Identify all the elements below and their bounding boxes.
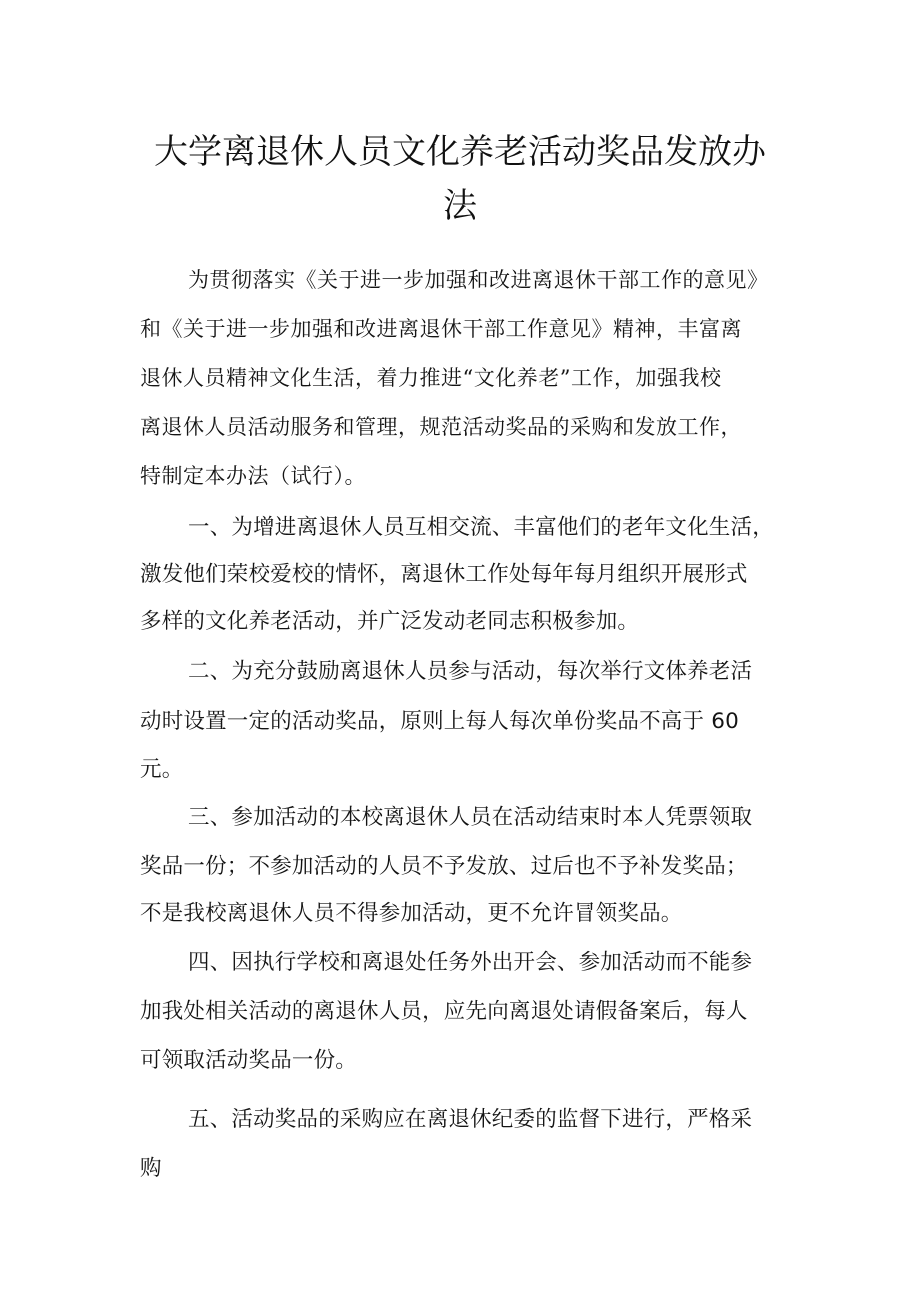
document-title-line-1: 大学离退休人员文化养老活动奖品发放办 [154, 132, 766, 172]
item-5-line-1: 五、活动奖品的采购应在离退休纪委的监督下进行，严格采 [188, 1107, 753, 1132]
intro-line-1: 为贯彻落实《关于进一步加强和改进离退休干部工作的意见》 [188, 268, 769, 292]
intro-line-5: 特制定本办法（试行）。 [140, 464, 366, 488]
item-2-line-2: 动时设置一定的活动奖品，原则上每人每次单份奖品不高于 60 [140, 709, 739, 734]
item-3-line-3: 不是我校离退休人员不得参加活动，更不允许冒领奖品。 [140, 901, 683, 926]
item-5-line-2: 购 [140, 1156, 162, 1181]
item-2-line-1: 二、为充分鼓励离退休人员参与活动，每次举行文体养老活 [188, 659, 753, 684]
item-4-line-2: 加我处相关活动的离退休人员，应先向离退处请假备案后，每人 [140, 999, 748, 1024]
item-3-line-1: 三、参加活动的本校离退休人员在活动结束时本人凭票领取 [188, 805, 753, 830]
item-1-line-1: 一、为增进离退休人员互相交流、丰富他们的老年文化生活， [188, 515, 774, 540]
intro-line-3: 退休人员精神文化生活，着力推进“文化养老”工作，加强我校 [140, 366, 722, 390]
item-4-line-3: 可领取活动奖品一份。 [140, 1048, 358, 1073]
item-1-line-3: 多样的文化养老活动，并广泛发动老同志积极参加。 [140, 609, 640, 634]
intro-line-4: 离退休人员活动服务和管理，规范活动奖品的采购和发放工作， [140, 415, 742, 439]
item-4-line-1: 四、因执行学校和离退处任务外出开会、参加活动而不能参 [188, 950, 753, 975]
document-title-line-2: 法 [443, 186, 477, 226]
item-2-line-3: 元。 [140, 757, 184, 782]
intro-line-2: 和《关于进一步加强和改进离退休干部工作意见》精神，丰富离 [140, 317, 742, 341]
item-3-line-2: 奖品一份；不参加活动的人员不予发放、过后也不予补发奖品； [140, 854, 748, 879]
item-1-line-2: 激发他们荣校爱校的情怀，离退休工作处每年每月组织开展形式 [140, 562, 748, 587]
